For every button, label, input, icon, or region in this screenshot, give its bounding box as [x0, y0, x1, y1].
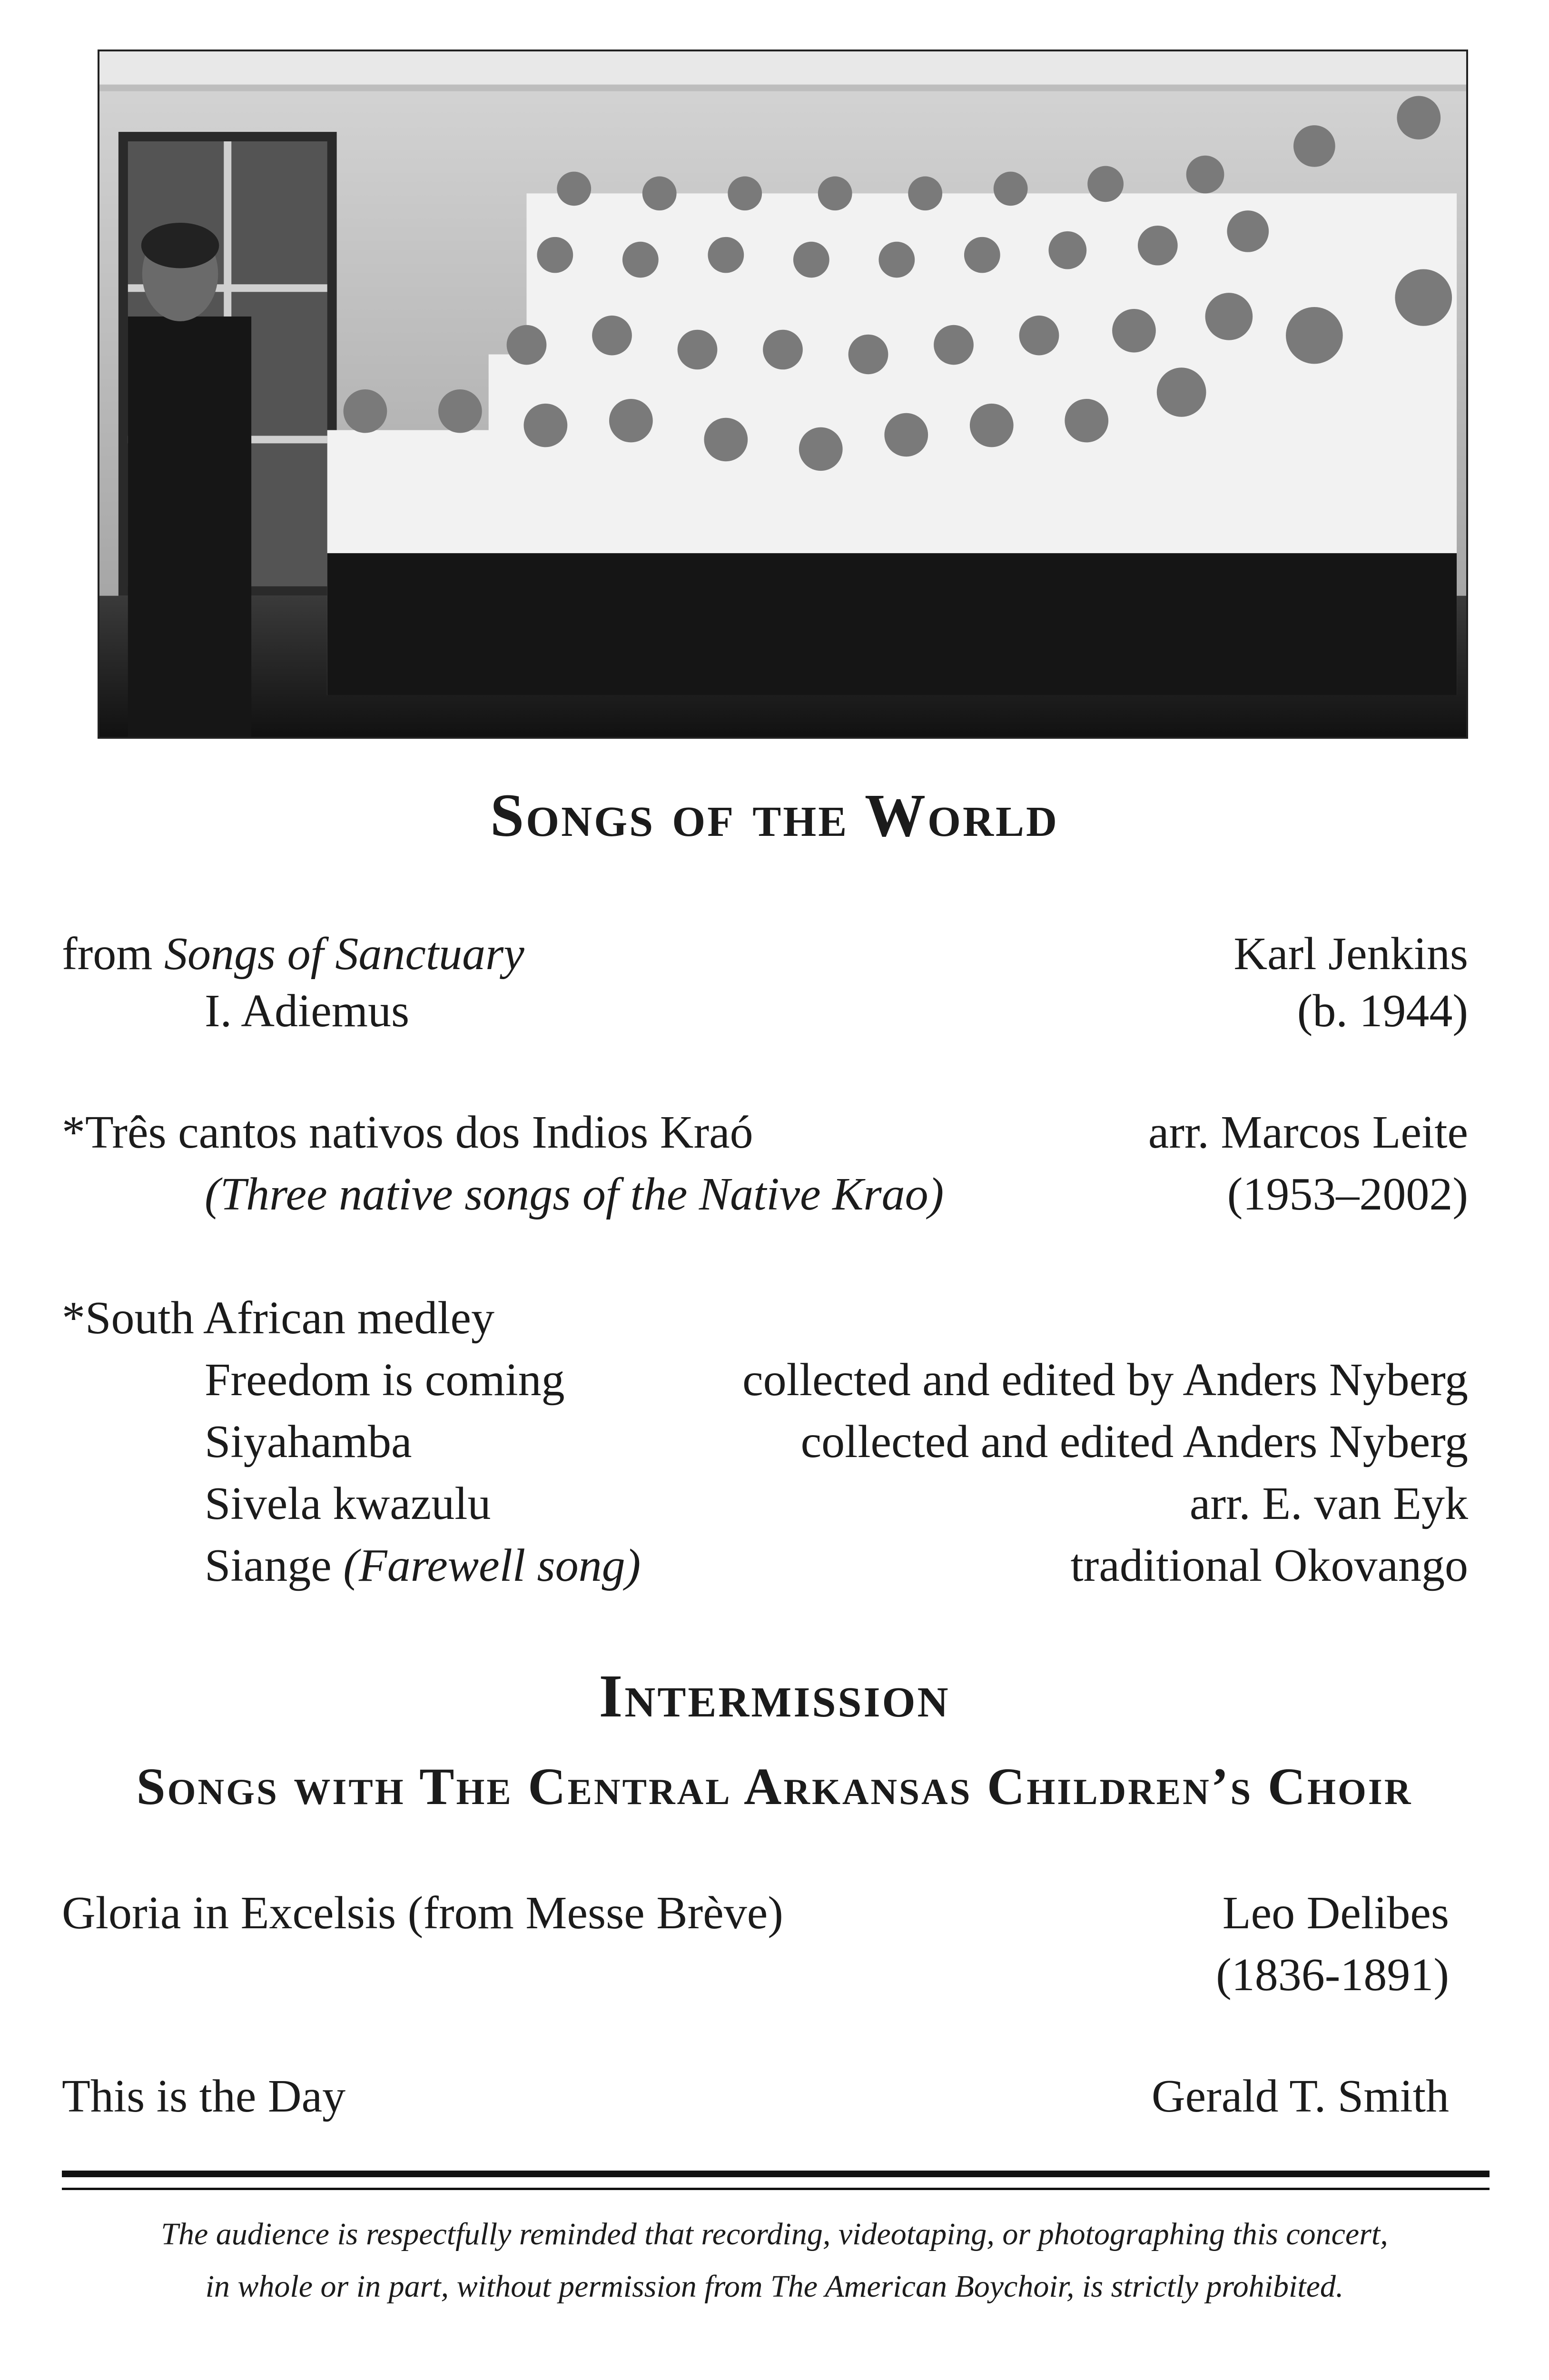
medley-credit-3: arr. E. van Eyk: [1189, 1478, 1468, 1529]
divider-thick: [62, 2171, 1490, 2177]
medley-song-4: [205, 1542, 641, 1589]
choir-photo-graphic: [99, 51, 1466, 737]
composer-name: Leo Delibes: [1222, 1887, 1449, 1939]
medley-song-4-title: Siange: [205, 1540, 344, 1591]
composer-name: Karl Jenkins: [1233, 928, 1468, 980]
work-movement: I. Adiemus: [205, 985, 410, 1037]
work-prefix: from: [62, 928, 164, 980]
medley-song-4-italic: (Farewell song): [343, 1540, 641, 1591]
composer-dates: (1836-1891): [1216, 1949, 1449, 2001]
medley-song-1: Freedom is coming: [205, 1354, 565, 1406]
section-heading-central-arkansas: Songs with The Central Arkansas Children’s Choir: [136, 1757, 1413, 1815]
composer-name: arr. Marcos Leite: [1148, 1107, 1468, 1158]
medley-credit-1: collected and edited by Anders Nyberg: [742, 1354, 1468, 1406]
medley-credit-4: traditional Okovango: [1070, 1540, 1468, 1591]
medley-song-3: Sivela kwazulu: [205, 1478, 491, 1529]
recording-notice-line-1: The audience is respectfully reminded that recording, videotaping, or photographing this concert,: [161, 2217, 1388, 2251]
work-subtitle-2: (Three native songs of the Native Krao): [205, 1169, 944, 1220]
choir-photo: [98, 50, 1468, 739]
work-title-1: [62, 928, 524, 980]
section-heading-songs-of-the-world: Songs of the World: [490, 782, 1059, 849]
work-title-2: *Três cantos nativos dos Indios Kraó: [62, 1107, 753, 1158]
divider-thin: [62, 2188, 1490, 2190]
intermission-heading: Intermission: [599, 1662, 950, 1730]
medley-title: *South African medley: [62, 1292, 495, 1344]
medley-credit-2: collected and edited Anders Nyberg: [800, 1416, 1468, 1468]
work-title-3: Gloria in Excelsis (from Messe Brève): [62, 1887, 783, 1939]
composer-dates: (b. 1944): [1297, 985, 1468, 1037]
recording-notice-line-2: in whole or in part, without permission from The American Boychoir, is strictly prohibited.: [205, 2269, 1344, 2304]
medley-song-2: Siyahamba: [205, 1416, 412, 1468]
work-title-4: This is the Day: [62, 2071, 346, 2122]
composer-dates: (1953–2002): [1227, 1169, 1468, 1220]
composer-name: Gerald T. Smith: [1151, 2071, 1449, 2122]
work-italic-title: Songs of Sanctuary: [164, 928, 524, 980]
